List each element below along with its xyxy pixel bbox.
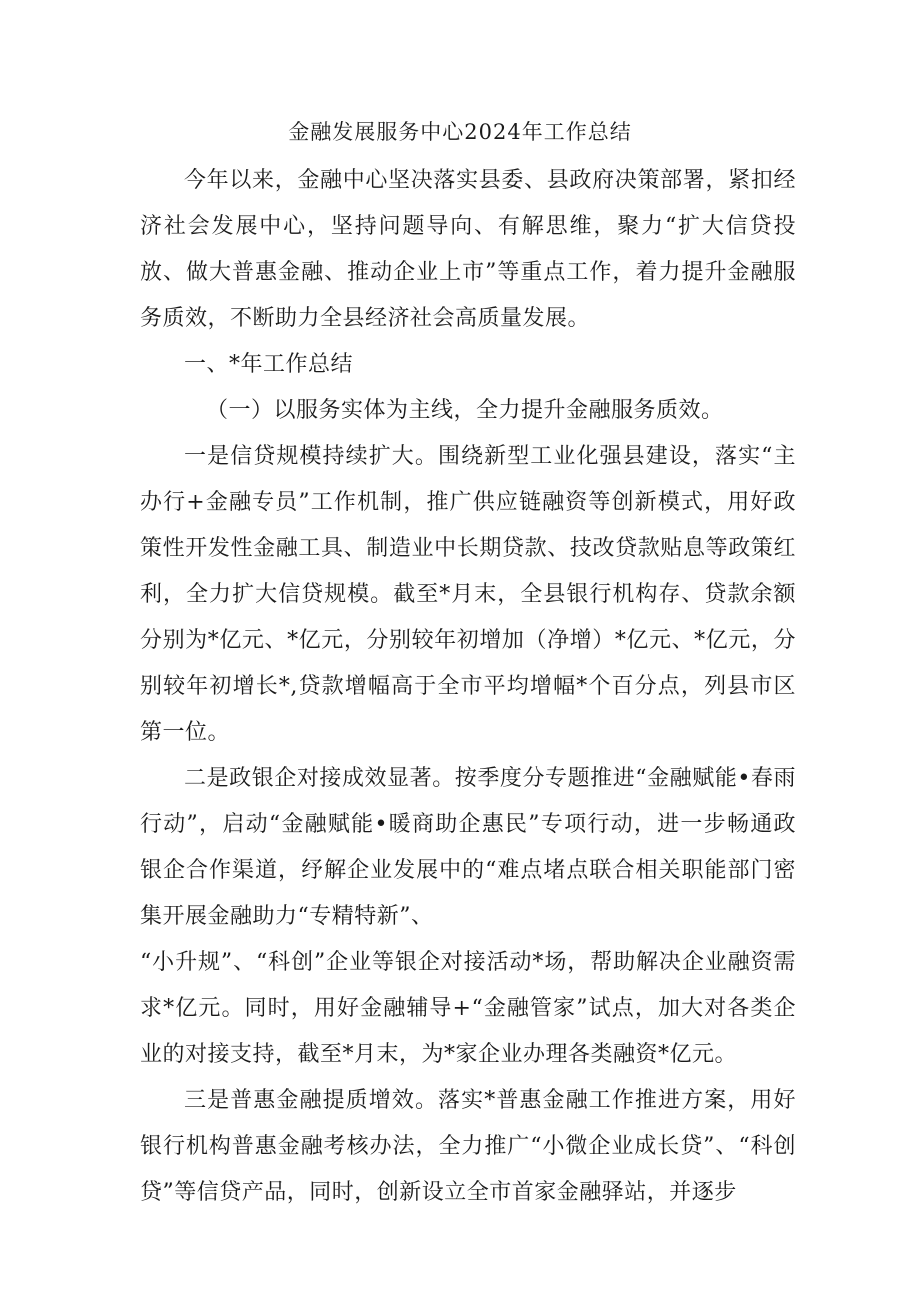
paragraph-credit-scale: 一是信贷规模持续扩大。围绕新型工业化强县建设，落实“主办行+金融专员”工作机制，推广供应链融资等创新模式，用好政策性开发性金融工具、制造业中长期贷款、技改贷款贴息等政策红利，全力扩大信贷规模。截至*月末，全县银行机构存、贷款余额分别为*亿元、*亿元，分别较年初增加（净增）*亿元、*亿元，分别较年初增长*,贷款增幅高于全市平均增幅*个百分点，列县市区第一位。 (140, 444, 796, 745)
section-heading: 一、*年工作总结 (184, 352, 354, 377)
paragraph-bank-enterprise: 二是政银企对接成效显著。按季度分专题推进“金融赋能•春雨行动”，启动“金融赋能•暖商助企惠民”专项行动，进一步畅通政银企合作渠道，纾解企业发展中的“难点堵点联合相关职能部门密集开展金融助力“专精特新”、 (140, 766, 796, 929)
intro-paragraph: 今年以来，金融中心坚决落实县委、县政府决策部署，紧扣经济社会发展中心，坚持问题导向、有解思维，聚力“扩大信贷投放、做大普惠金融、推动企业上市”等重点工作，着力提升金融服务质效，不断助力全县经济社会高质量发展。 (140, 168, 796, 331)
paragraph-inclusive-finance: 三是普惠金融提质增效。落实*普惠金融工作推进方案，用好银行机构普惠金融考核办法，全力推广“小微企业成长贷”、“科创贷”等信贷产品，同时，创新设立全市首家金融驿站，并逐步 (140, 1088, 796, 1205)
paragraph-bank-enterprise-continued: “小升规”、“科创”企业等银企对接活动*场，帮助解决企业融资需求*亿元。同时，用好金融辅导+“金融管家”试点，加大对各类企业的对接支持，截至*月末，为*家企业办理各类融资*亿元。 (140, 950, 796, 1067)
subsection-heading: （一）以服务实体为主线，全力提升金融服务质效。 (206, 398, 724, 423)
document-body (140, 158, 796, 1216)
document-title: 金融发展服务中心2024年工作总结 (288, 120, 632, 144)
